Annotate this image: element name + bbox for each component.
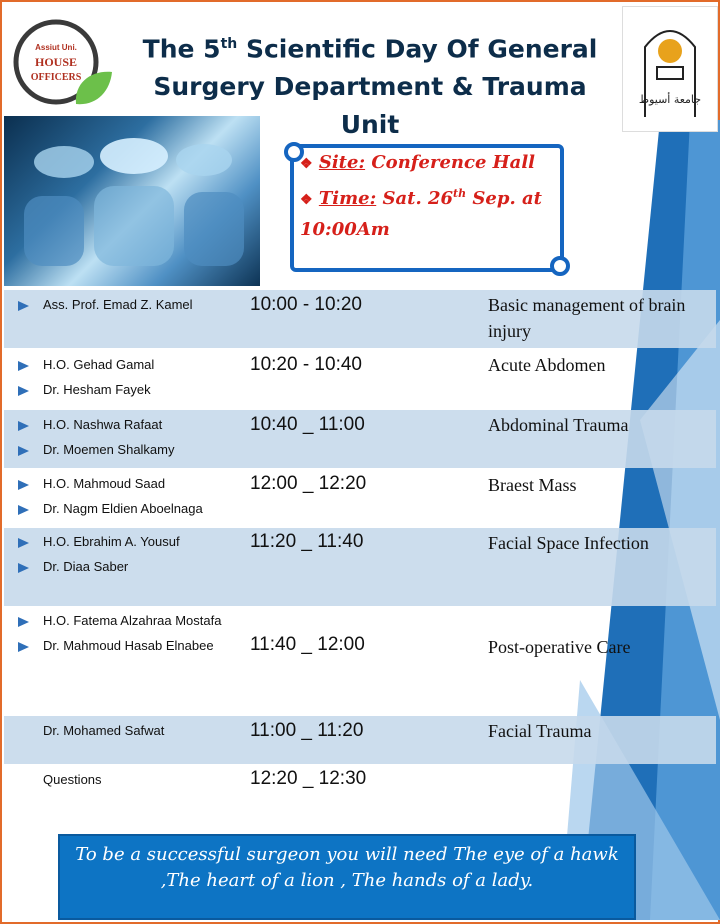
session-topic: Facial Trauma bbox=[488, 721, 592, 741]
table-row bbox=[4, 528, 716, 606]
table-row bbox=[4, 290, 716, 348]
logo-line2: HOUSE bbox=[34, 55, 78, 69]
session-topic: Abdominal Trauma bbox=[488, 415, 629, 435]
quote-box bbox=[58, 834, 636, 920]
speaker-line: Dr. Mahmoud Hasab Elnabee bbox=[18, 633, 214, 658]
session-topic: Post-operative Care bbox=[488, 637, 631, 657]
session-time: 10:40 _ 11:00 bbox=[250, 414, 365, 435]
arrow-icon bbox=[18, 538, 29, 548]
university-emblem-icon bbox=[623, 7, 717, 131]
table-row bbox=[4, 470, 716, 526]
arrow-icon bbox=[18, 563, 29, 573]
table-row bbox=[4, 410, 716, 468]
arrow-icon bbox=[18, 386, 29, 396]
event-info bbox=[300, 148, 570, 244]
arrow-icon bbox=[18, 301, 29, 311]
session-topic: Braest Mass bbox=[488, 475, 577, 495]
arrow-icon bbox=[18, 505, 29, 515]
session-topic: Acute Abdomen bbox=[488, 355, 606, 375]
session-time: 11:00 _ 11:20 bbox=[250, 720, 364, 741]
speaker-line: H.O. Nashwa Rafaat bbox=[18, 412, 162, 437]
house-officers-logo bbox=[12, 12, 112, 112]
speaker-line: Questions bbox=[43, 772, 102, 787]
site-line: ❖ Site: Conference Hall bbox=[300, 152, 536, 173]
speaker-line: H.O. Ebrahim A. Yousuf bbox=[18, 529, 180, 554]
page-title: The 5th Scientific Day Of General Surgery Department & Trauma Unit bbox=[142, 34, 598, 140]
speaker-line: Dr. Diaa Saber bbox=[18, 554, 128, 579]
table-row bbox=[4, 716, 716, 764]
arrow-icon bbox=[18, 361, 29, 371]
surgeons-photo bbox=[4, 116, 260, 286]
arrow-icon bbox=[18, 446, 29, 456]
speaker-line: H.O. Gehad Gamal bbox=[18, 352, 154, 377]
table-row bbox=[4, 606, 716, 716]
university-arabic-name: جامعة أسيوط bbox=[638, 93, 702, 106]
logo-line1: Assiut Uni. bbox=[35, 43, 77, 52]
speaker-line: Dr. Moemen Shalkamy bbox=[18, 437, 175, 462]
session-topic: Facial Space Infection bbox=[488, 533, 649, 553]
speaker-line: Dr. Mohamed Safwat bbox=[43, 723, 165, 738]
session-time: 11:20 _ 11:40 bbox=[250, 531, 364, 552]
session-topic: Basic management of brain injury bbox=[488, 295, 686, 341]
time-line: ❖ Time: Sat. 26th Sep. at 10:00Am bbox=[300, 187, 542, 240]
session-time: 10:00 - 10:20 bbox=[250, 294, 362, 315]
speaker-line: Ass. Prof. Emad Z. Kamel bbox=[18, 292, 193, 317]
session-time: 12:20 _ 12:30 bbox=[250, 768, 367, 789]
table-row bbox=[4, 764, 716, 806]
arrow-icon bbox=[18, 617, 29, 627]
arrow-icon bbox=[18, 642, 29, 652]
arrow-icon bbox=[18, 480, 29, 490]
speaker-line: H.O. Mahmoud Saad bbox=[18, 471, 165, 496]
logo-line3: OFFICERS bbox=[30, 72, 82, 83]
session-time: 10:20 - 10:40 bbox=[250, 354, 362, 375]
speaker-line: Dr. Hesham Fayek bbox=[18, 377, 151, 402]
arrow-icon bbox=[18, 421, 29, 431]
speaker-line: Dr. Nagm Eldien Aboelnaga bbox=[18, 496, 203, 521]
session-time: 12:00 _ 12:20 bbox=[250, 473, 367, 494]
quote-text: To be a successful surgeon you will need The eye of a hawk ,The heart of a lion , The hands of a lady. bbox=[75, 844, 619, 891]
table-row bbox=[4, 350, 716, 408]
session-time: 11:40 _ 12:00 bbox=[250, 634, 365, 655]
speaker-line: H.O. Fatema Alzahraa Mostafa bbox=[18, 608, 221, 633]
university-logo bbox=[622, 6, 718, 132]
